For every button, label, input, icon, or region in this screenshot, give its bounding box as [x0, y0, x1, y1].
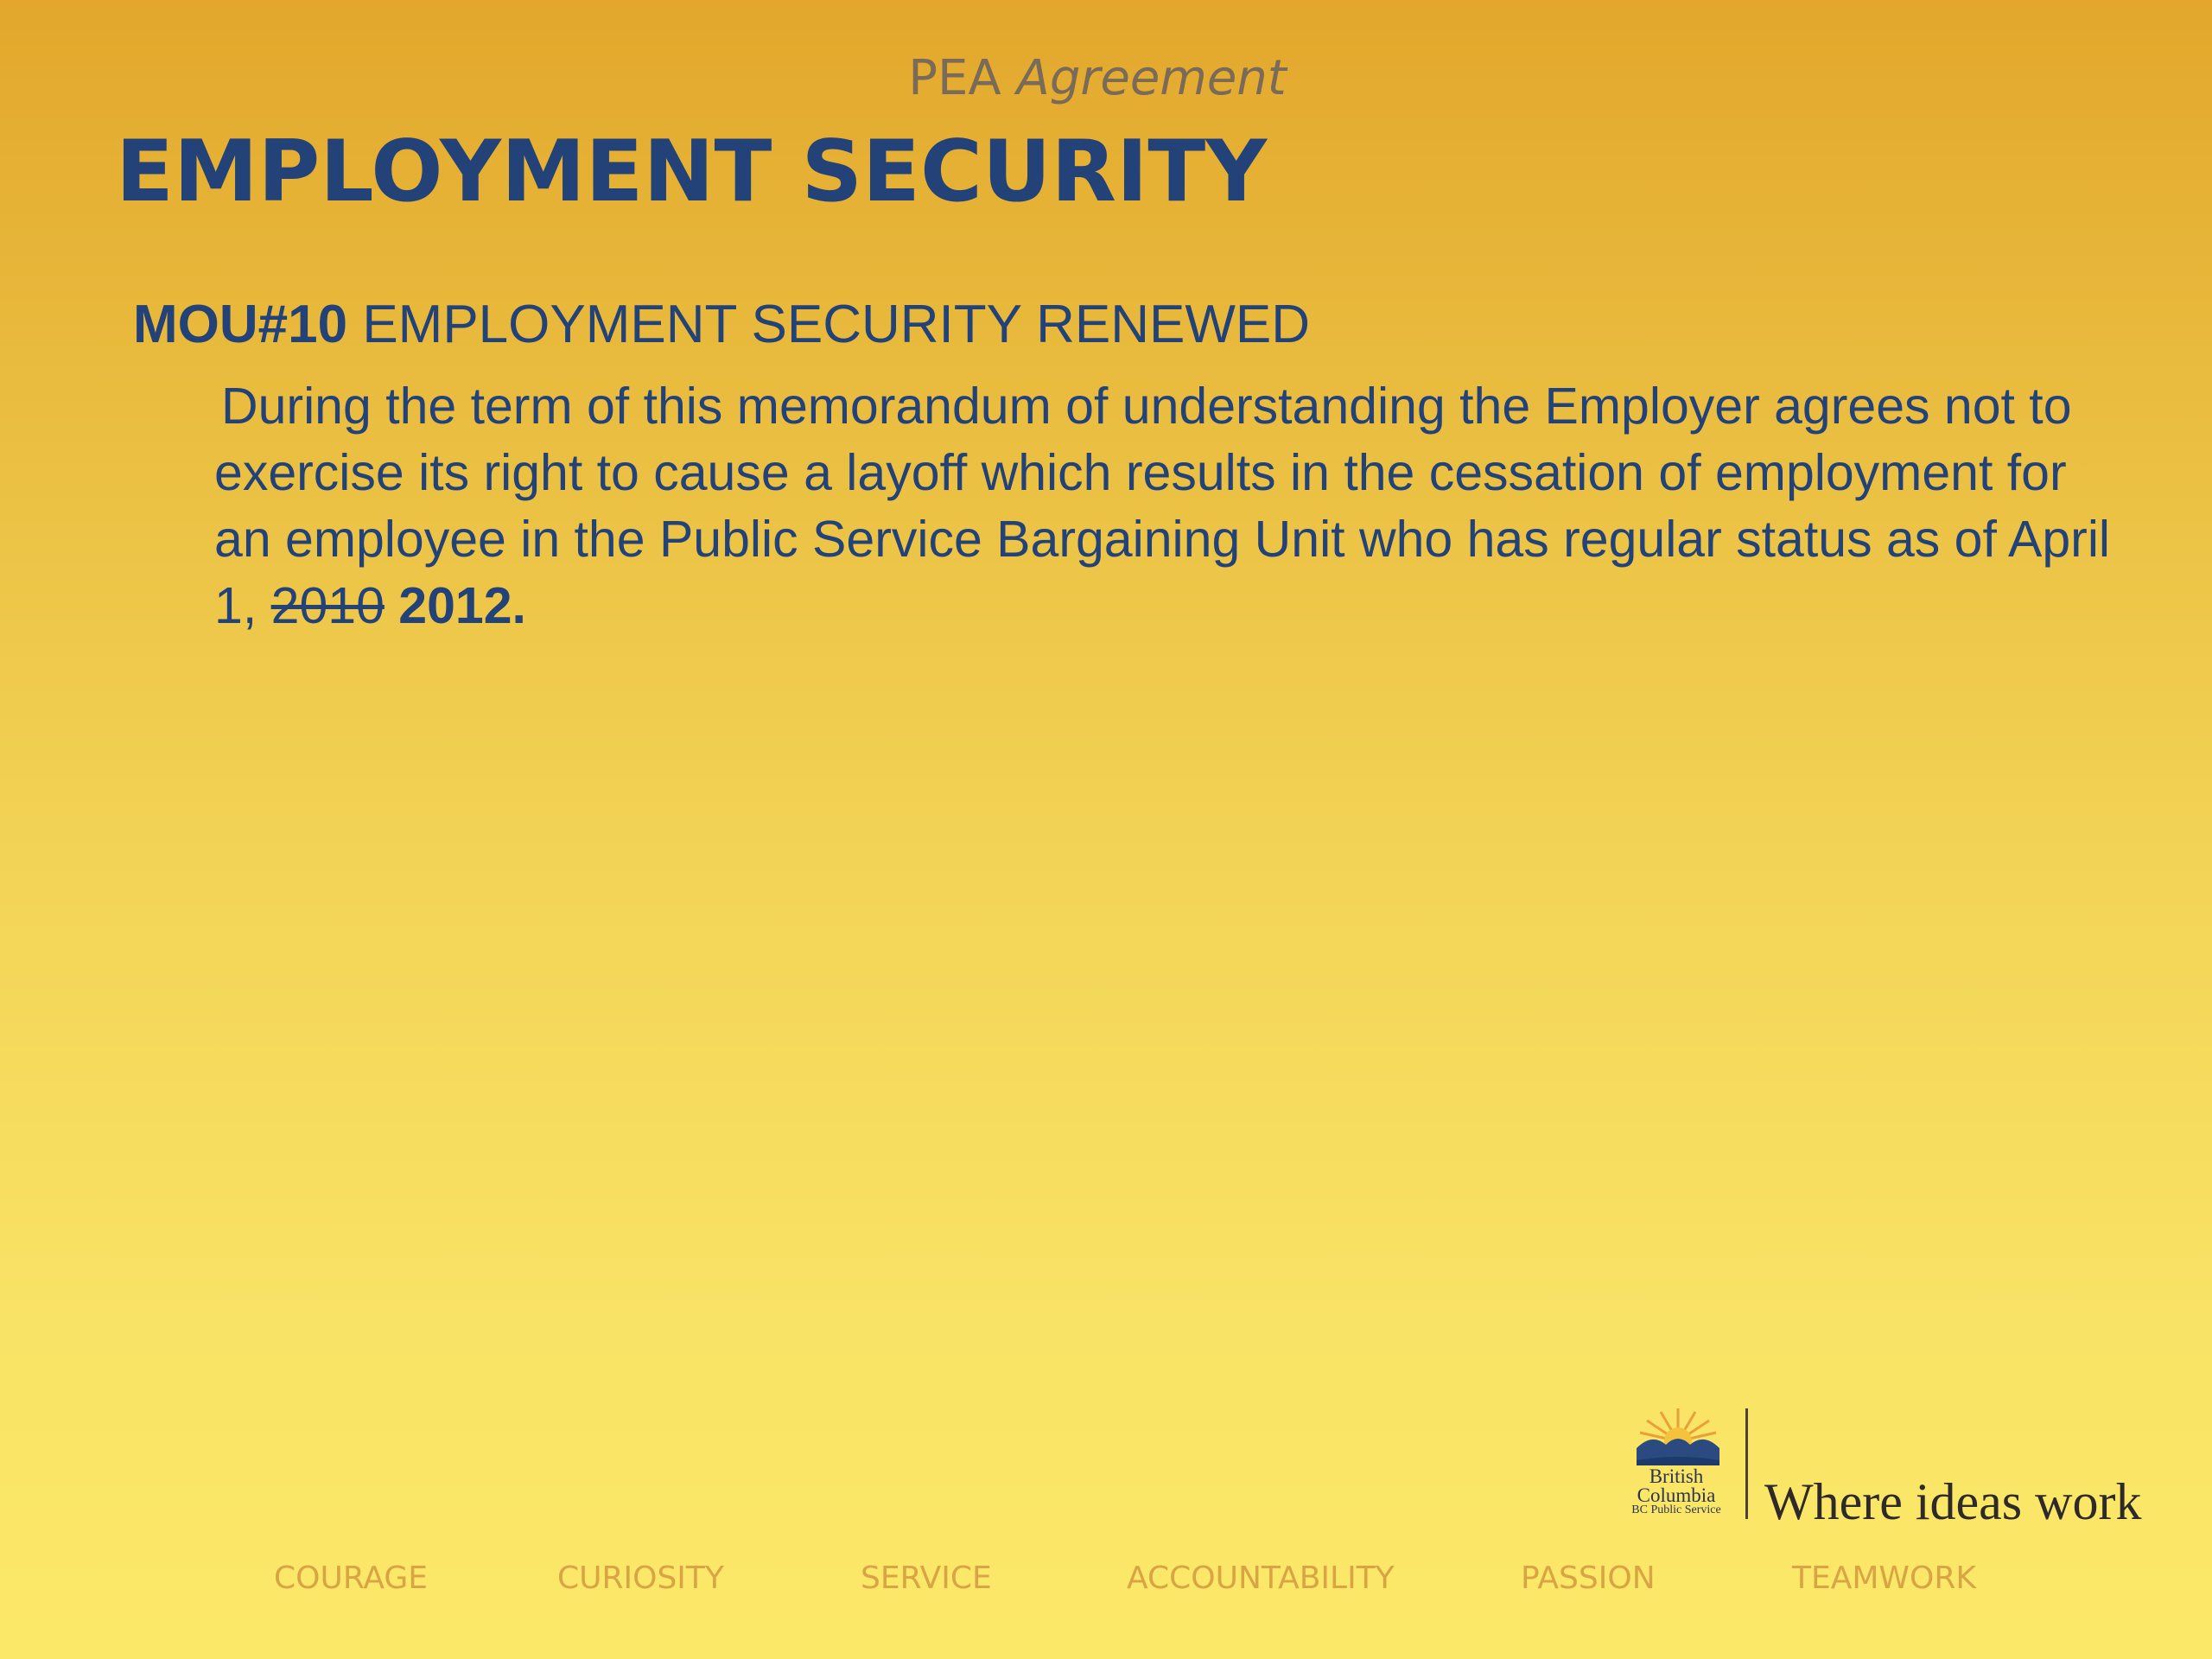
page-title: EMPLOYMENT SECURITY [116, 123, 1268, 221]
slide-header [0, 50, 2195, 106]
mou-heading [133, 294, 1310, 355]
mou-body [214, 373, 2124, 639]
logo-wordmark [1621, 1467, 1732, 1505]
mou-heading-text: EMPLOYMENT SECURITY RENEWED [362, 295, 1310, 354]
value-curiosity: CURIOSITY [557, 1560, 724, 1596]
logo-divider [1745, 1408, 1748, 1519]
sun-mountain-icon [1635, 1407, 1721, 1465]
logo-line-1: British [1649, 1465, 1704, 1487]
mou-number: MOU#10 [133, 295, 348, 354]
new-year: 2012. [398, 577, 526, 634]
logo-subtitle: BC Public Service [1631, 1503, 1721, 1516]
mou-body-text: During the term of this memorandum of understanding the Employer agrees not to exercise its right to cause a layoff which results in the cessation of employment for an employee in the Public Service Bargaining Unit who has regular status as of April 1, [214, 378, 2111, 634]
header-prefix: PEA [908, 50, 1001, 106]
bc-public-service-logo [1621, 1407, 2142, 1530]
value-teamwork: TEAMWORK [1792, 1560, 1976, 1596]
value-accountability: ACCOUNTABILITY [1127, 1560, 1395, 1596]
struck-year: 2010 [270, 577, 385, 634]
logo-line-2: Columbia [1637, 1484, 1716, 1506]
value-passion: PASSION [1521, 1560, 1656, 1596]
logo-tagline: Where ideas work [1764, 1473, 2142, 1530]
header-agreement: Agreement [1016, 50, 1287, 106]
values-footer [0, 1560, 2212, 1604]
value-service: SERVICE [861, 1560, 992, 1596]
value-courage: COURAGE [274, 1560, 429, 1596]
